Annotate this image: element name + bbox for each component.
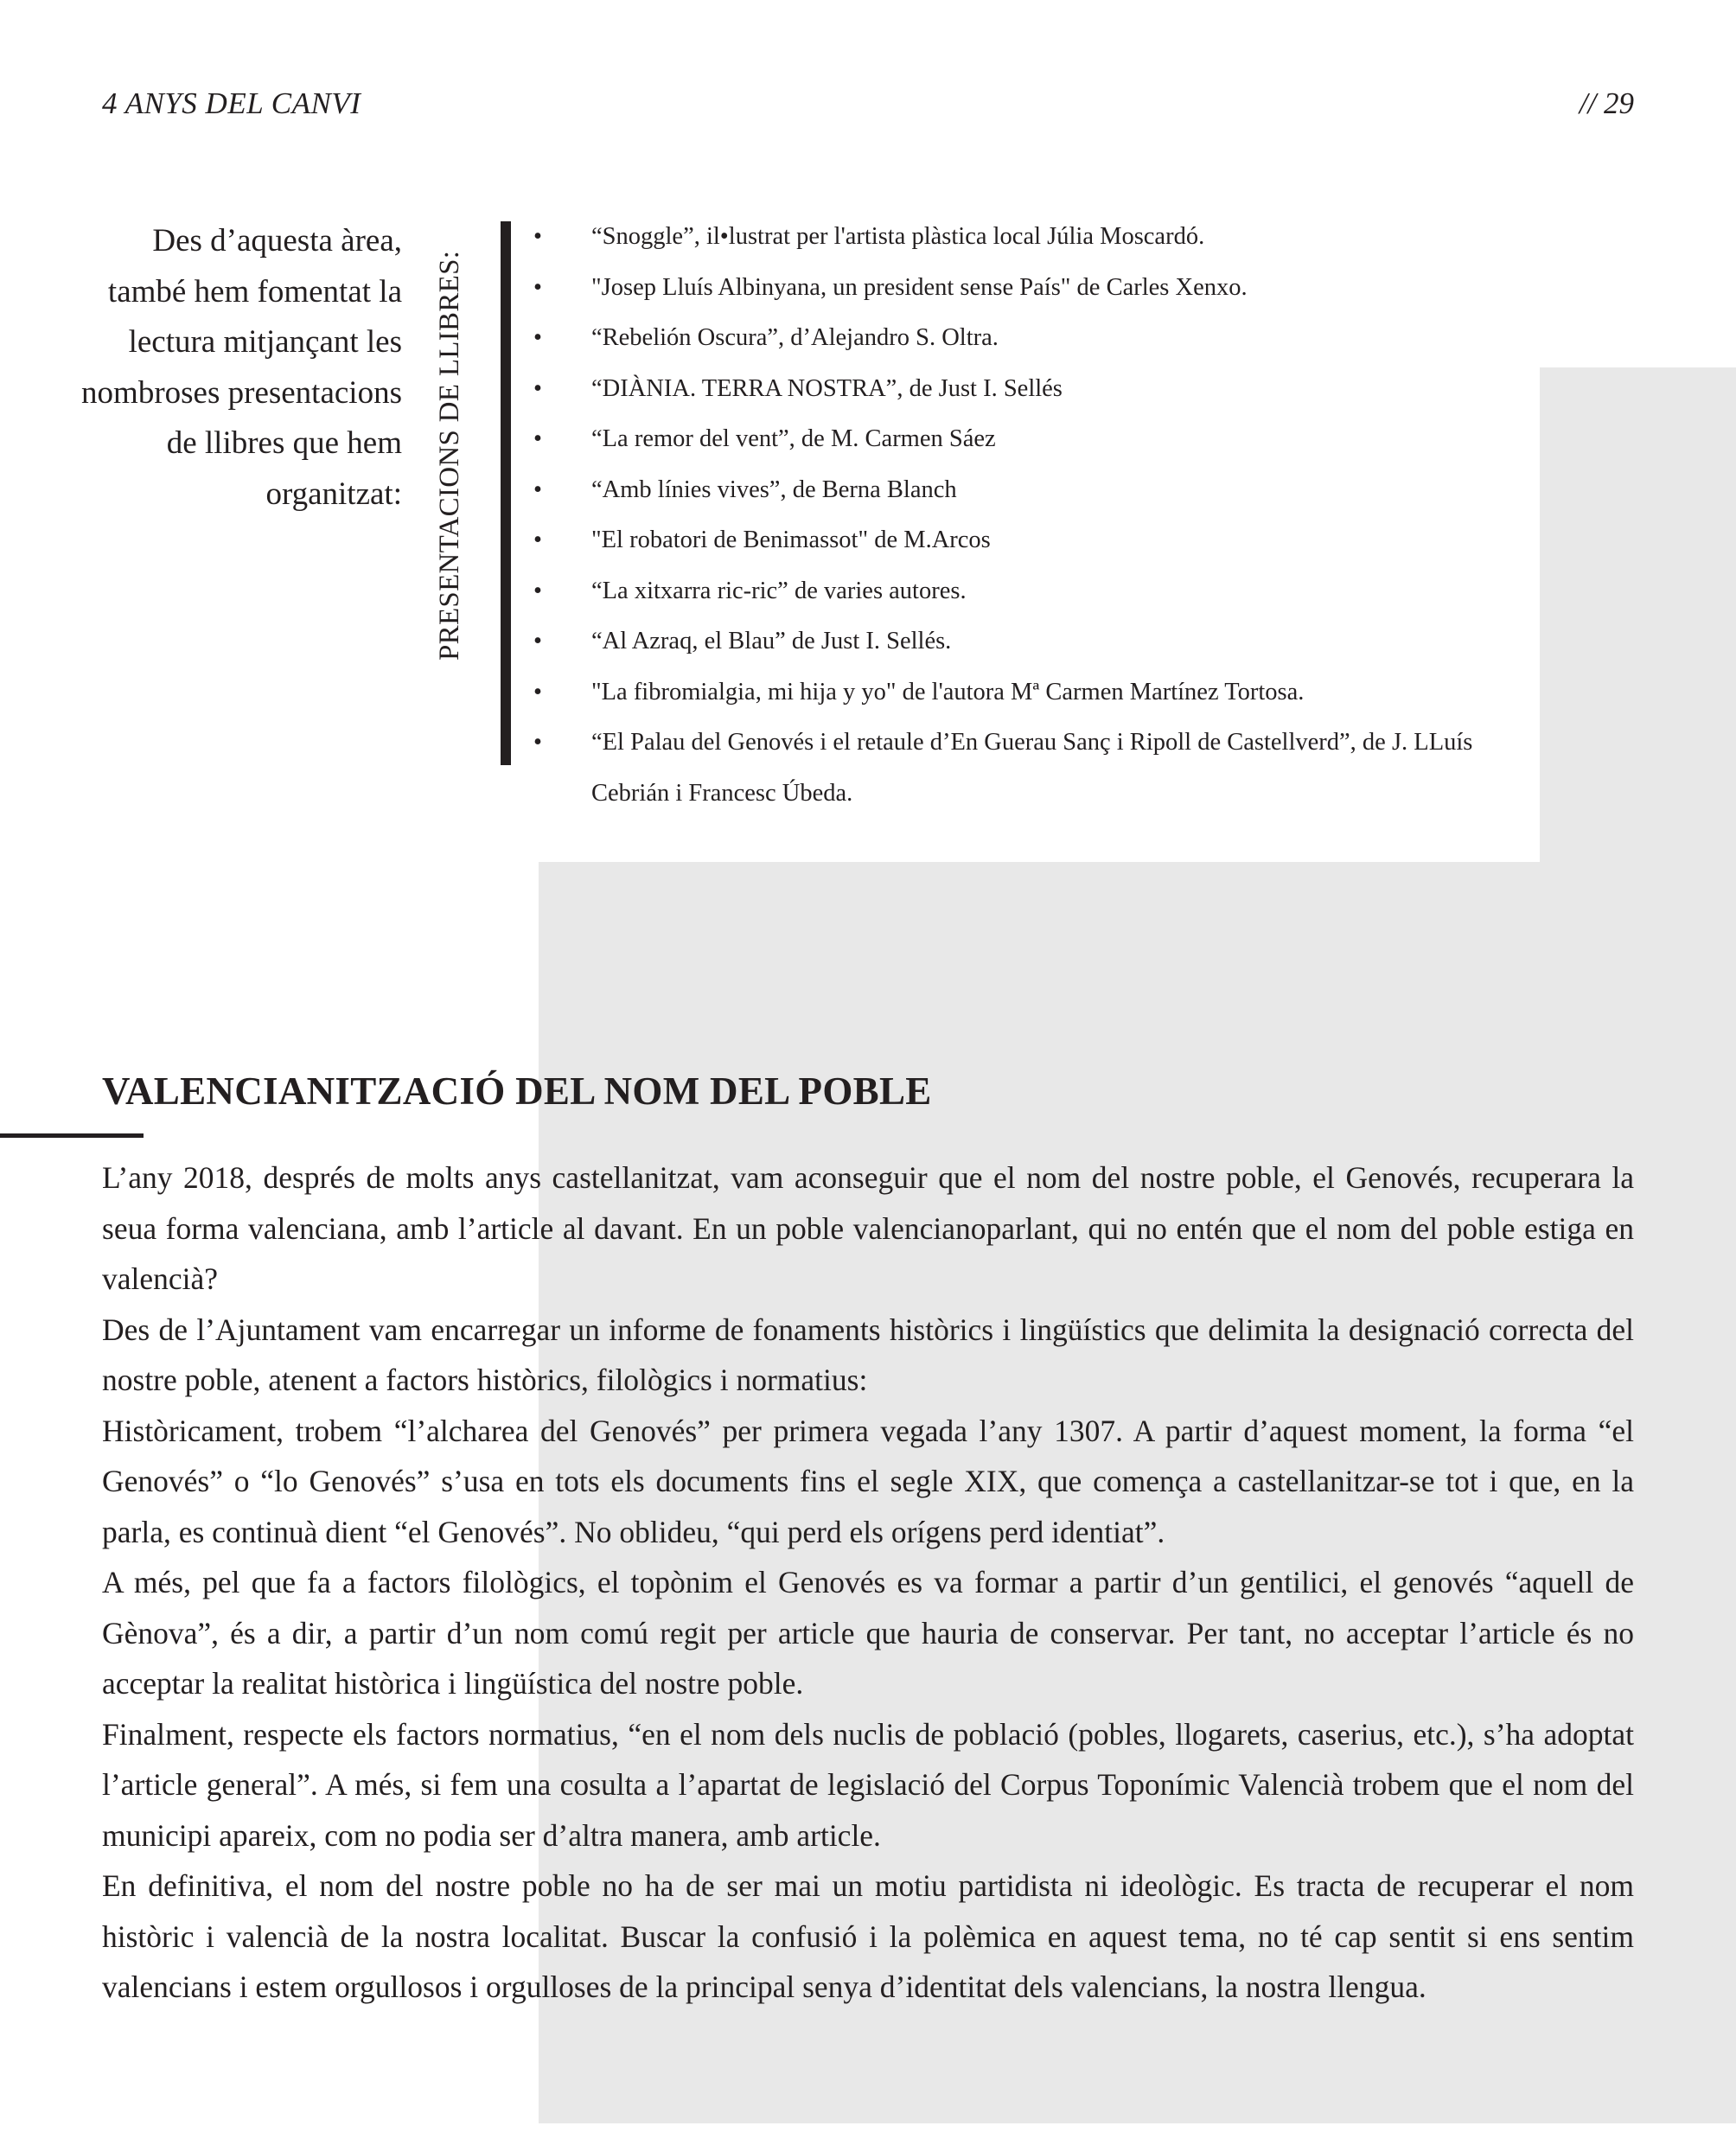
list-item [519, 313, 1530, 364]
bullet-icon: • [533, 678, 542, 705]
paragraph: Des de l’Ajuntament vam encarregar un informe de fonaments històrics i lingüístics que delimita la designació correcta del nostre poble, atenent a factors històrics, filològics i normatius: [102, 1312, 1634, 1397]
bullet-icon: • [533, 628, 542, 654]
paragraph: Finalment, respecte els factors normatius, “en el nom dels nuclis de població (pobles, llogarets, caserius, etc.), s’ha adoptat l’article general”. A més, si fem una cosulta a l’apartat de legislació del Corpus Toponímic Valencià trobem que el nom del municipi apareix, com no podia ser d’altra manera, amb article. [102, 1716, 1634, 1853]
bullet-icon: • [533, 223, 542, 250]
book-title: "Josep Lluís Albinyana, un president sense País" de Carles Xenxo. [591, 273, 1248, 301]
section-heading: VALENCIANITZACIÓ DEL NOM DEL POBLE [102, 1069, 932, 1113]
book-presentations-label: PRESENTACIONS DE LLIBRES: [434, 250, 465, 661]
list-item [519, 414, 1530, 465]
list-item [519, 616, 1530, 667]
paragraph: Històricament, trobem “l’alcharea del Genovés” per primera vegada l’any 1307. A partir d’aquest moment, la forma “el Genovés” o “lo Genovés” s’usa en tots els documents fins el segle XIX, que comença a castellanitzar-se tot i que, en la parla, es continuà dient “el Genovés”. No oblideu, “qui perd els orígens perd identiat”. [102, 1413, 1634, 1549]
bullet-icon: • [533, 527, 542, 553]
bullet-icon: • [533, 729, 542, 756]
paragraph: En definitiva, el nom del nostre poble no ha de ser mai un motiu partidista ni ideològic. Es tracta de recuperar el nom històric i valencià de la nostra localitat. Buscar la confusió i la polèmica en aquest tema, no té cap sentit si ens sentim valencians i estem orgullosos i orgulloses de la principal senya d’identitat dels valencians, la nostra llengua. [102, 1868, 1634, 2004]
list-item [519, 263, 1530, 314]
vertical-divider-bar [501, 221, 511, 765]
book-presentations-list [519, 212, 1530, 819]
book-presentations-intro: Des d’aquesta àrea, també hem fomentat la lectura mitjançant les nombroses presentacions de llibres que hem organitzat: [81, 223, 402, 512]
book-title: "La fibromialgia, mi hija y yo" de l'autora Mª Carmen Martínez Tortosa. [591, 678, 1305, 705]
book-title: “La xitxarra ric-ric” de varies autores. [591, 577, 967, 604]
book-title: “Al Azraq, el Blau” de Just I. Sellés. [591, 628, 952, 654]
paragraph: A més, pel que fa a factors filològics, el topònim el Genovés es va formar a partir d’un gentilici, el genovés “aquell de Gènova”, és a dir, a partir d’un nom comú regit per article que hauria de conservar. Per tant, no acceptar l’article és no acceptar la realitat històrica i lingüística del nostre poble. [102, 1565, 1634, 1701]
list-item [519, 718, 1530, 819]
paragraph: L’any 2018, després de molts anys castellanitzat, vam aconseguir que el nom del nostre poble, el Genovés, recuperara la seua forma valenciana, amb l’article al davant. En un poble valencianoparlant, qui no entén que el nom del poble estiga en valencià? [102, 1160, 1634, 1296]
gray-background-panel-top [1540, 367, 1736, 862]
list-item [519, 212, 1530, 263]
article-body [102, 1152, 1634, 2013]
list-item [519, 465, 1530, 516]
bullet-icon: • [533, 374, 542, 402]
list-item [519, 364, 1530, 415]
bullet-icon: • [533, 425, 542, 452]
book-title: “La remor del vent”, de M. Carmen Sáez [591, 425, 996, 452]
bullet-icon: • [533, 577, 542, 604]
book-title: "El robatori de Benimassot" de M.Arcos [591, 527, 991, 553]
running-title: 4 ANYS DEL CANVI [102, 86, 361, 120]
list-item [519, 566, 1530, 617]
list-item [519, 667, 1530, 718]
book-title: “DIÀNIA. TERRA NOSTRA”, de Just I. Sellés [591, 374, 1063, 402]
book-title: “Snoggle”, il•lustrat per l'artista plàstica local Júlia Moscardó. [591, 223, 1205, 250]
page-number: // 29 [1579, 86, 1634, 120]
heading-underline-rule [0, 1133, 144, 1138]
bullet-icon: • [533, 273, 542, 301]
book-title: “Amb línies vives”, de Berna Blanch [591, 476, 957, 503]
book-title: “Rebelión Oscura”, d’Alejandro S. Oltra. [591, 324, 999, 351]
bullet-icon: • [533, 324, 542, 351]
list-item [519, 515, 1530, 566]
bullet-icon: • [533, 476, 542, 503]
book-title: “El Palau del Genovés i el retaule d’En Guerau Sanç i Ripoll de Castellverd”, de J. LLuís Cebrián i Francesc Úbeda. [591, 729, 1473, 807]
